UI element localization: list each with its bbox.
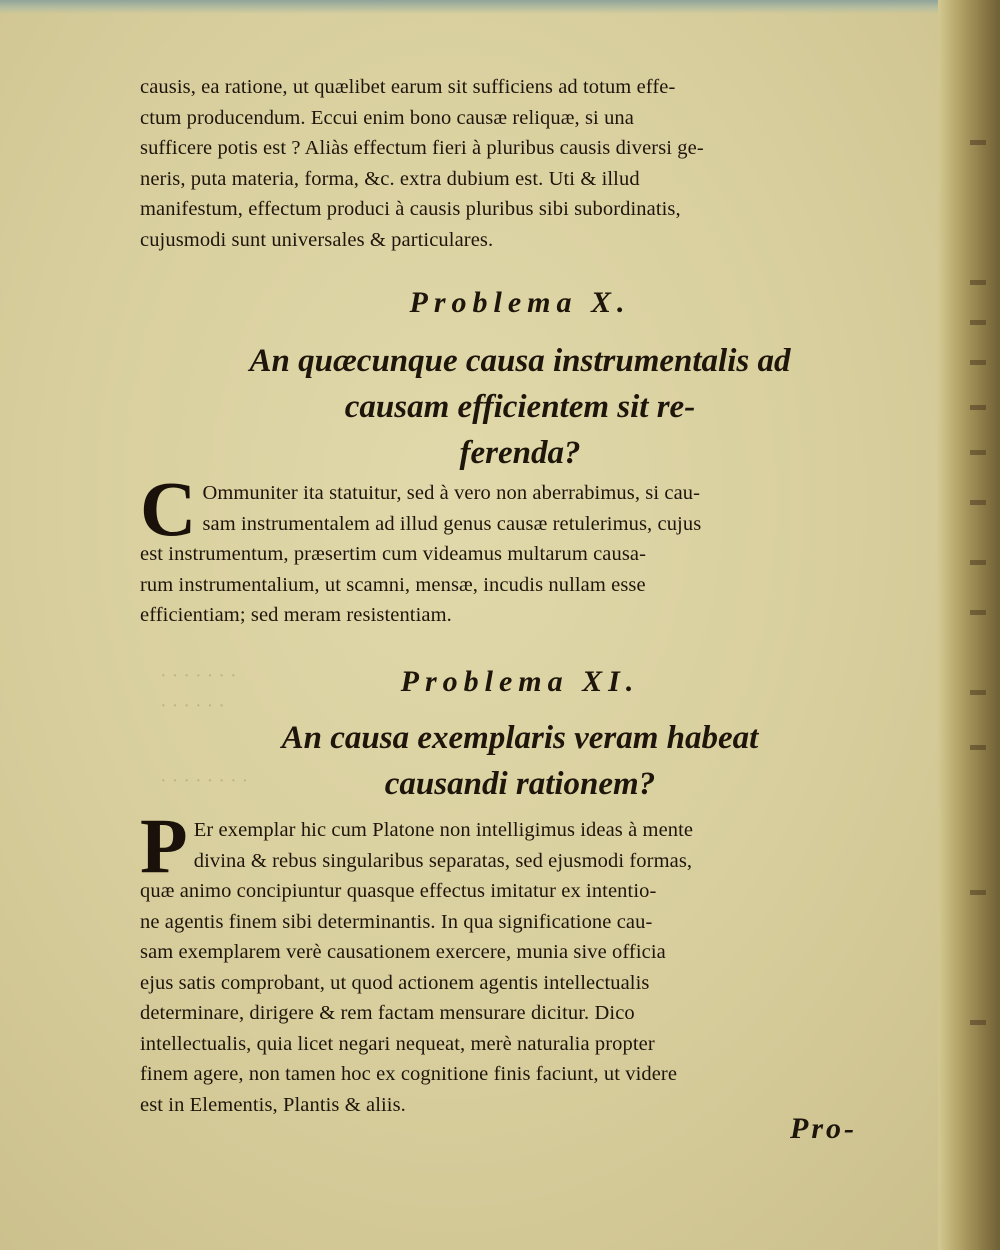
- problem-10-label: Problema X.: [409, 286, 631, 319]
- text-line: neris, puta materia, forma, &c. extra dubium est. Uti & illud: [140, 167, 640, 190]
- text-line: est instrumentum, præsertim cum videamus multarum causa-: [140, 543, 647, 565]
- book-gutter: [938, 0, 1000, 1250]
- text-line: ctum producendum. Eccui enim bono causæ reliquæ, si una: [140, 106, 634, 129]
- text-line: determinare, dirigere & rem factam mensurare dicitur. Dico: [140, 1002, 635, 1024]
- text-line: Ommuniter ita statuitur, sed à vero non aberrabimus, si cau-: [202, 482, 701, 504]
- catchword: Pro-: [790, 1112, 857, 1145]
- text-line: finem agere, non tamen hoc ex cognitione finis faciunt, ut videre: [140, 1063, 678, 1085]
- drop-cap: P: [140, 802, 188, 889]
- text-line: manifestum, effectum produci à causis pluribus sibi subordinatis,: [140, 198, 681, 220]
- bleed-through-mark: · · · · · ·: [160, 695, 225, 717]
- drop-cap: C: [140, 465, 197, 552]
- text-line: est in Elementis, Plantis & aliis.: [140, 1093, 406, 1116]
- text-line: efficientiam; sed meram resistentiam.: [140, 604, 452, 626]
- intro-paragraph: [140, 72, 900, 255]
- text-line: intellectualis, quia licet negari nequeat, merè naturalia propter: [140, 1032, 655, 1055]
- problem-10-question: [140, 338, 900, 476]
- question-line: causandi rationem?: [384, 766, 656, 802]
- bleed-through-mark: · · · · · · · ·: [160, 770, 249, 792]
- bleed-through-mark: · · · · · · ·: [160, 665, 237, 687]
- problem-10-body: [140, 465, 900, 631]
- text-line: cujusmodi sunt universales & particulares.: [140, 228, 494, 251]
- text-line: sufficere potis est ? Aliàs effectum fieri à pluribus causis diversi ge-: [140, 137, 704, 159]
- question-line: An causa exemplaris veram habeat: [281, 720, 759, 756]
- text-line: quæ animo concipiuntur quasque effectus imitatur ex intentio-: [140, 880, 657, 902]
- text-line: causis, ea ratione, ut quælibet earum sit sufficiens ad totum effe-: [140, 76, 676, 98]
- problem-11-question: [140, 715, 900, 807]
- text-line: ne agentis finem sibi determinantis. In qua significatione cau-: [140, 910, 653, 933]
- text-line: rum instrumentalium, ut scamni, mensæ, incudis nullam esse: [140, 573, 646, 596]
- problem-11-body: [140, 802, 900, 1120]
- text-line: sam exemplarem verè causationem exercere, munia sive officia: [140, 941, 666, 963]
- text-line: Er exemplar hic cum Platone non intelligimus ideas à mente: [193, 819, 694, 841]
- question-line: causam efficientem sit re-: [344, 389, 696, 425]
- problem-11-label: Problema XI.: [400, 665, 640, 698]
- text-line: divina & rebus singularibus separatas, sed ejusmodi formas,: [193, 849, 693, 872]
- page-top-edge: [0, 0, 1000, 14]
- text-line: sam instrumentalem ad illud genus causæ retulerimus, cujus: [202, 512, 702, 535]
- text-line: ejus satis comprobant, ut quod actionem agentis intellectualis: [140, 971, 650, 994]
- question-line: An quæcunque causa instrumentalis ad: [249, 343, 791, 379]
- question-line: ferenda?: [459, 435, 581, 471]
